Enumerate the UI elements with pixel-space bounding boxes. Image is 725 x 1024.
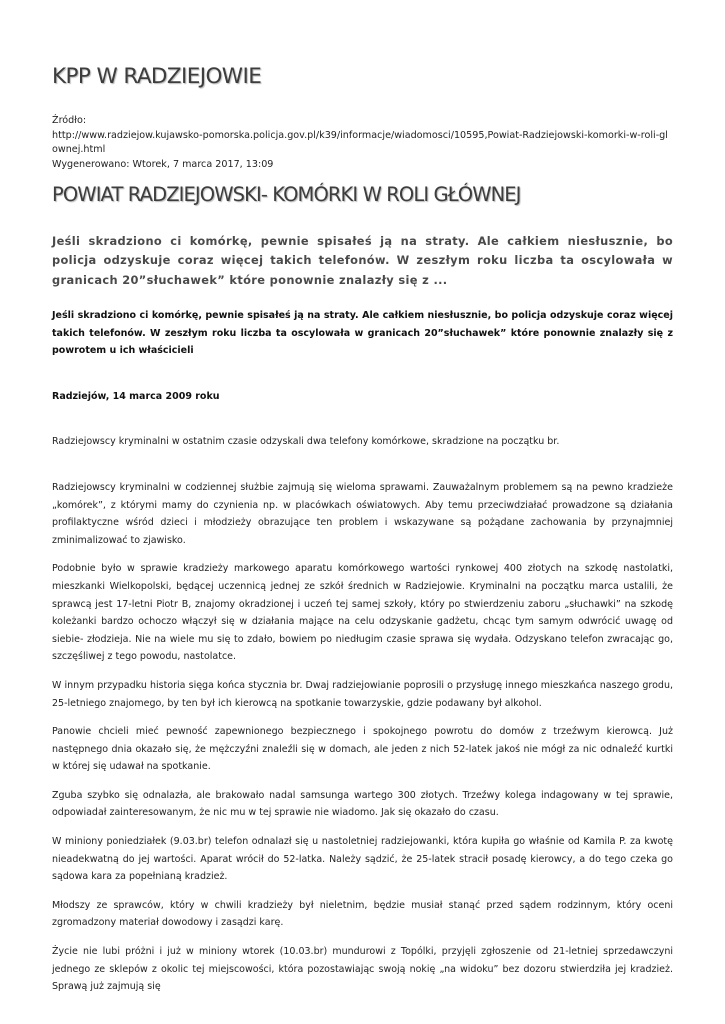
source-label: Źródło:	[52, 115, 87, 126]
article-paragraph: Podobnie było w sprawie kradzieży markowego aparatu komórkowego wartości rynkowej 400 złotych na szkodę nastolatki, mieszkanki Wielkopolski, będącej uczennicą jednej ze szkół średnich w Radziejowie. Kryminalni na początku marca ustalili, że sprawcą jest 17-letni Piotr B, znajomy okradzionej i uczeń tej samej szkoły, który po stwierdzeniu zaboru „słuchawki” na szkodę koleżanki bardzo ochoczo włączył się w działania mające na celu odzyskanie gadżetu, chcąc tym samym odwrócić uwagę od siebie- złodzieja. Nie na wiele mu się to zdało, bowiem po niedługim czasie sprawa się wydała. Odzyskano telefon zwracając go, szczęśliwej z tego powodu, nastolatce.	[52, 563, 673, 663]
article-body	[52, 307, 673, 996]
site-title: KPP W RADZIEJOWIE	[52, 64, 262, 89]
article-paragraph: Radziejowscy kryminalni w codziennej służbie zajmują się wieloma sprawami. Zauważalnym problemem są na pewno kradzieże „komórek”, z którymi mamy do czynienia np. w placówkach oświatowych. Aby temu przeciwdziałać prowadzone są działania profilaktyczne wśród dzieci i młodzieży obrazujące ten problem i wskazywane są pożądane zachowania by przynajmniej zminimalizować to zjawisko.	[52, 481, 673, 546]
article-paragraph: W innym przypadku historia sięga końca stycznia br. Dwaj radziejowianie poprosili o przysługę innego mieszkańca naszego grodu, 25-letniego znajomego, by ten był ich kierowcą na spotkanie towarzyskie, gdzie podawany był alkohol.	[52, 679, 673, 709]
article-paragraph: Zguba szybko się odnalazła, ale brakowało nadal samsunga wartego 300 złotych. Trzeźwy kolega indagowany w tej sprawie, odpowiadał zainteresowanym, że nic mu w tej sprawie nie wiadomo. Jak się okazało do czasu.	[52, 789, 673, 819]
article-paragraph: Życie nie lubi próżni i już w miniony wtorek (10.03.br) mundurowi z Topólki, przyjęli zgłoszenie od 21-letniej sprzedawczyni jednego ze sklepów z okolic tej miejscowości, która pozostawiając swoją nokię „na widoku” bez dozoru stwierdziła jej kradzież. Sprawą już zajmują się	[52, 946, 673, 993]
article-paragraph: Panowie chcieli mieć pewność zapewnionego bezpiecznego i spokojnego powrotu do domów z trzeźwym kierowcą. Już następnego dnia okazało się, że mężczyźni znaleźli się w domach, ale jeden z nich 52-latek jakoś nie mógł za nic odnaleźć kurtki w której się udawał na spotkanie.	[52, 726, 673, 773]
article-paragraph: Radziejowscy kryminalni w ostatnim czasie odzyskali dwa telefony komórkowe, skradzione na początku br.	[52, 436, 560, 448]
article-lead: Jeśli skradziono ci komórkę, pewnie spisałeś ją na straty. Ale całkiem niesłusznie, bo policja odzyskuje coraz więcej takich telefonów. W zeszłym roku liczba ta oscylowała w granicach 20”słuchawek” które ponownie znalazły się z ...	[52, 234, 673, 287]
source-meta	[52, 114, 673, 172]
source-url: http://www.radziejow.kujawsko-pomorska.policja.gov.pl/k39/informacje/wiadomosci/10595,Powiat-Radziejowski-komorki-w-roli-glownej.html	[52, 129, 668, 156]
article-paragraph: Młodszy ze sprawców, który w chwili kradzieży był nieletnim, będzie musiał stanąć przed sądem rodzinnym, który oceni zgromadzony materiał dowodowy i zasądzi karę.	[52, 899, 673, 929]
article-title: POWIAT RADZIEJOWSKI- KOMÓRKI W ROLI GŁÓWNEJ	[52, 183, 521, 206]
article-dateline: Radziejów, 14 marca 2009 roku	[52, 390, 220, 402]
article-paragraph: W miniony poniedziałek (9.03.br) telefon odnalazł się u nastoletniej radziejowanki, która kupiła go właśnie od Kamila P. za kwotę nieadekwatną do jej wartości. Aparat wrócił do 52-latka. Należy sądzić, że 25-latek stracił posadę kierowcy, a do tego czeka go sądowa kara za popełnianą kradzież.	[52, 836, 673, 883]
article-intro: Jeśli skradziono ci komórkę, pewnie spisałeś ją na straty. Ale całkiem niesłusznie, bo policja odzyskuje coraz więcej takich telefonów. W zeszłym roku liczba ta oscylowała w granicach 20”słuchawek” które ponownie znalazły się z powrotem u ich właścicieli	[52, 310, 673, 357]
generated-timestamp: Wygenerowano: Wtorek, 7 marca 2017, 13:09	[52, 158, 274, 170]
